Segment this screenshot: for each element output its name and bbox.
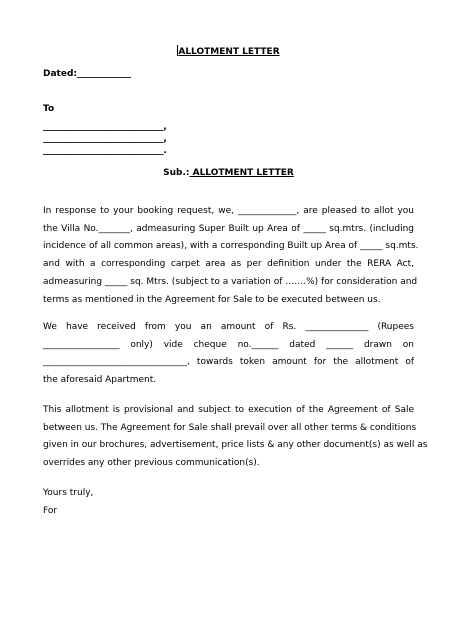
document-title-text: ALLOTMENT LETTER [178, 47, 280, 57]
paragraph-line: terms as mentioned in the Agreement for Sale to be executed between us. [43, 294, 381, 305]
paragraph-line: given in our brochures, advertisement, price lists & any other document(s) as well as [43, 440, 428, 451]
subject-line [0, 168, 457, 178]
paragraph-line: the Villa No._______, admeasuring Super Built up Area of _____ sq.mtrs. (including [43, 223, 414, 234]
paragraph-line: This allotment is provisional and subject to execution of the Agreement of Sale [43, 405, 414, 415]
document-title [0, 45, 457, 57]
dated-field: Dated:____________ [43, 69, 131, 79]
paragraph-allotment [43, 203, 419, 309]
subject-text: ALLOTMENT LETTER [189, 168, 294, 178]
paragraph-line: the aforesaid Apartment. [43, 375, 157, 386]
paragraph-line: In response to your booking request, we, _____________, are pleased to allot you [43, 206, 414, 216]
paragraph-line: and with a corresponding carpet area as per definition under the RERA Act, [43, 259, 414, 270]
closing-for: For [43, 505, 58, 516]
address-line-1: ____________________________, [43, 122, 167, 132]
closing-yours-truly: Yours truly, [43, 488, 94, 498]
paragraph-payment [43, 319, 414, 390]
paragraph-line: incidence of all common areas), with a corresponding Built up Area of _____ sq.mts. [43, 241, 419, 252]
paragraph-provisional [43, 402, 428, 473]
paragraph-line: ________________________________, towards token amount for the allotment of [43, 357, 414, 368]
closing-block [43, 485, 93, 520]
paragraph-line: between us. The Agreement for Sale shall prevail over all other terms & conditions [43, 422, 417, 433]
paragraph-line: We have received from you an amount of Rs. ______________ (Rupees [43, 322, 414, 332]
paragraph-line: overrides any other previous communication(s). [43, 458, 260, 469]
address-line-3: ____________________________. [43, 146, 167, 156]
subject-prefix: Sub.: [163, 168, 190, 178]
address-line-2: ____________________________, [43, 134, 167, 144]
paragraph-line: _________________ only) vide cheque no.______ dated ______ drawn on [43, 339, 414, 350]
to-label: To [43, 104, 55, 114]
paragraph-line: admeasuring _____ sq. Mtrs. (subject to a variation of …….%) for consideration and [43, 276, 418, 287]
